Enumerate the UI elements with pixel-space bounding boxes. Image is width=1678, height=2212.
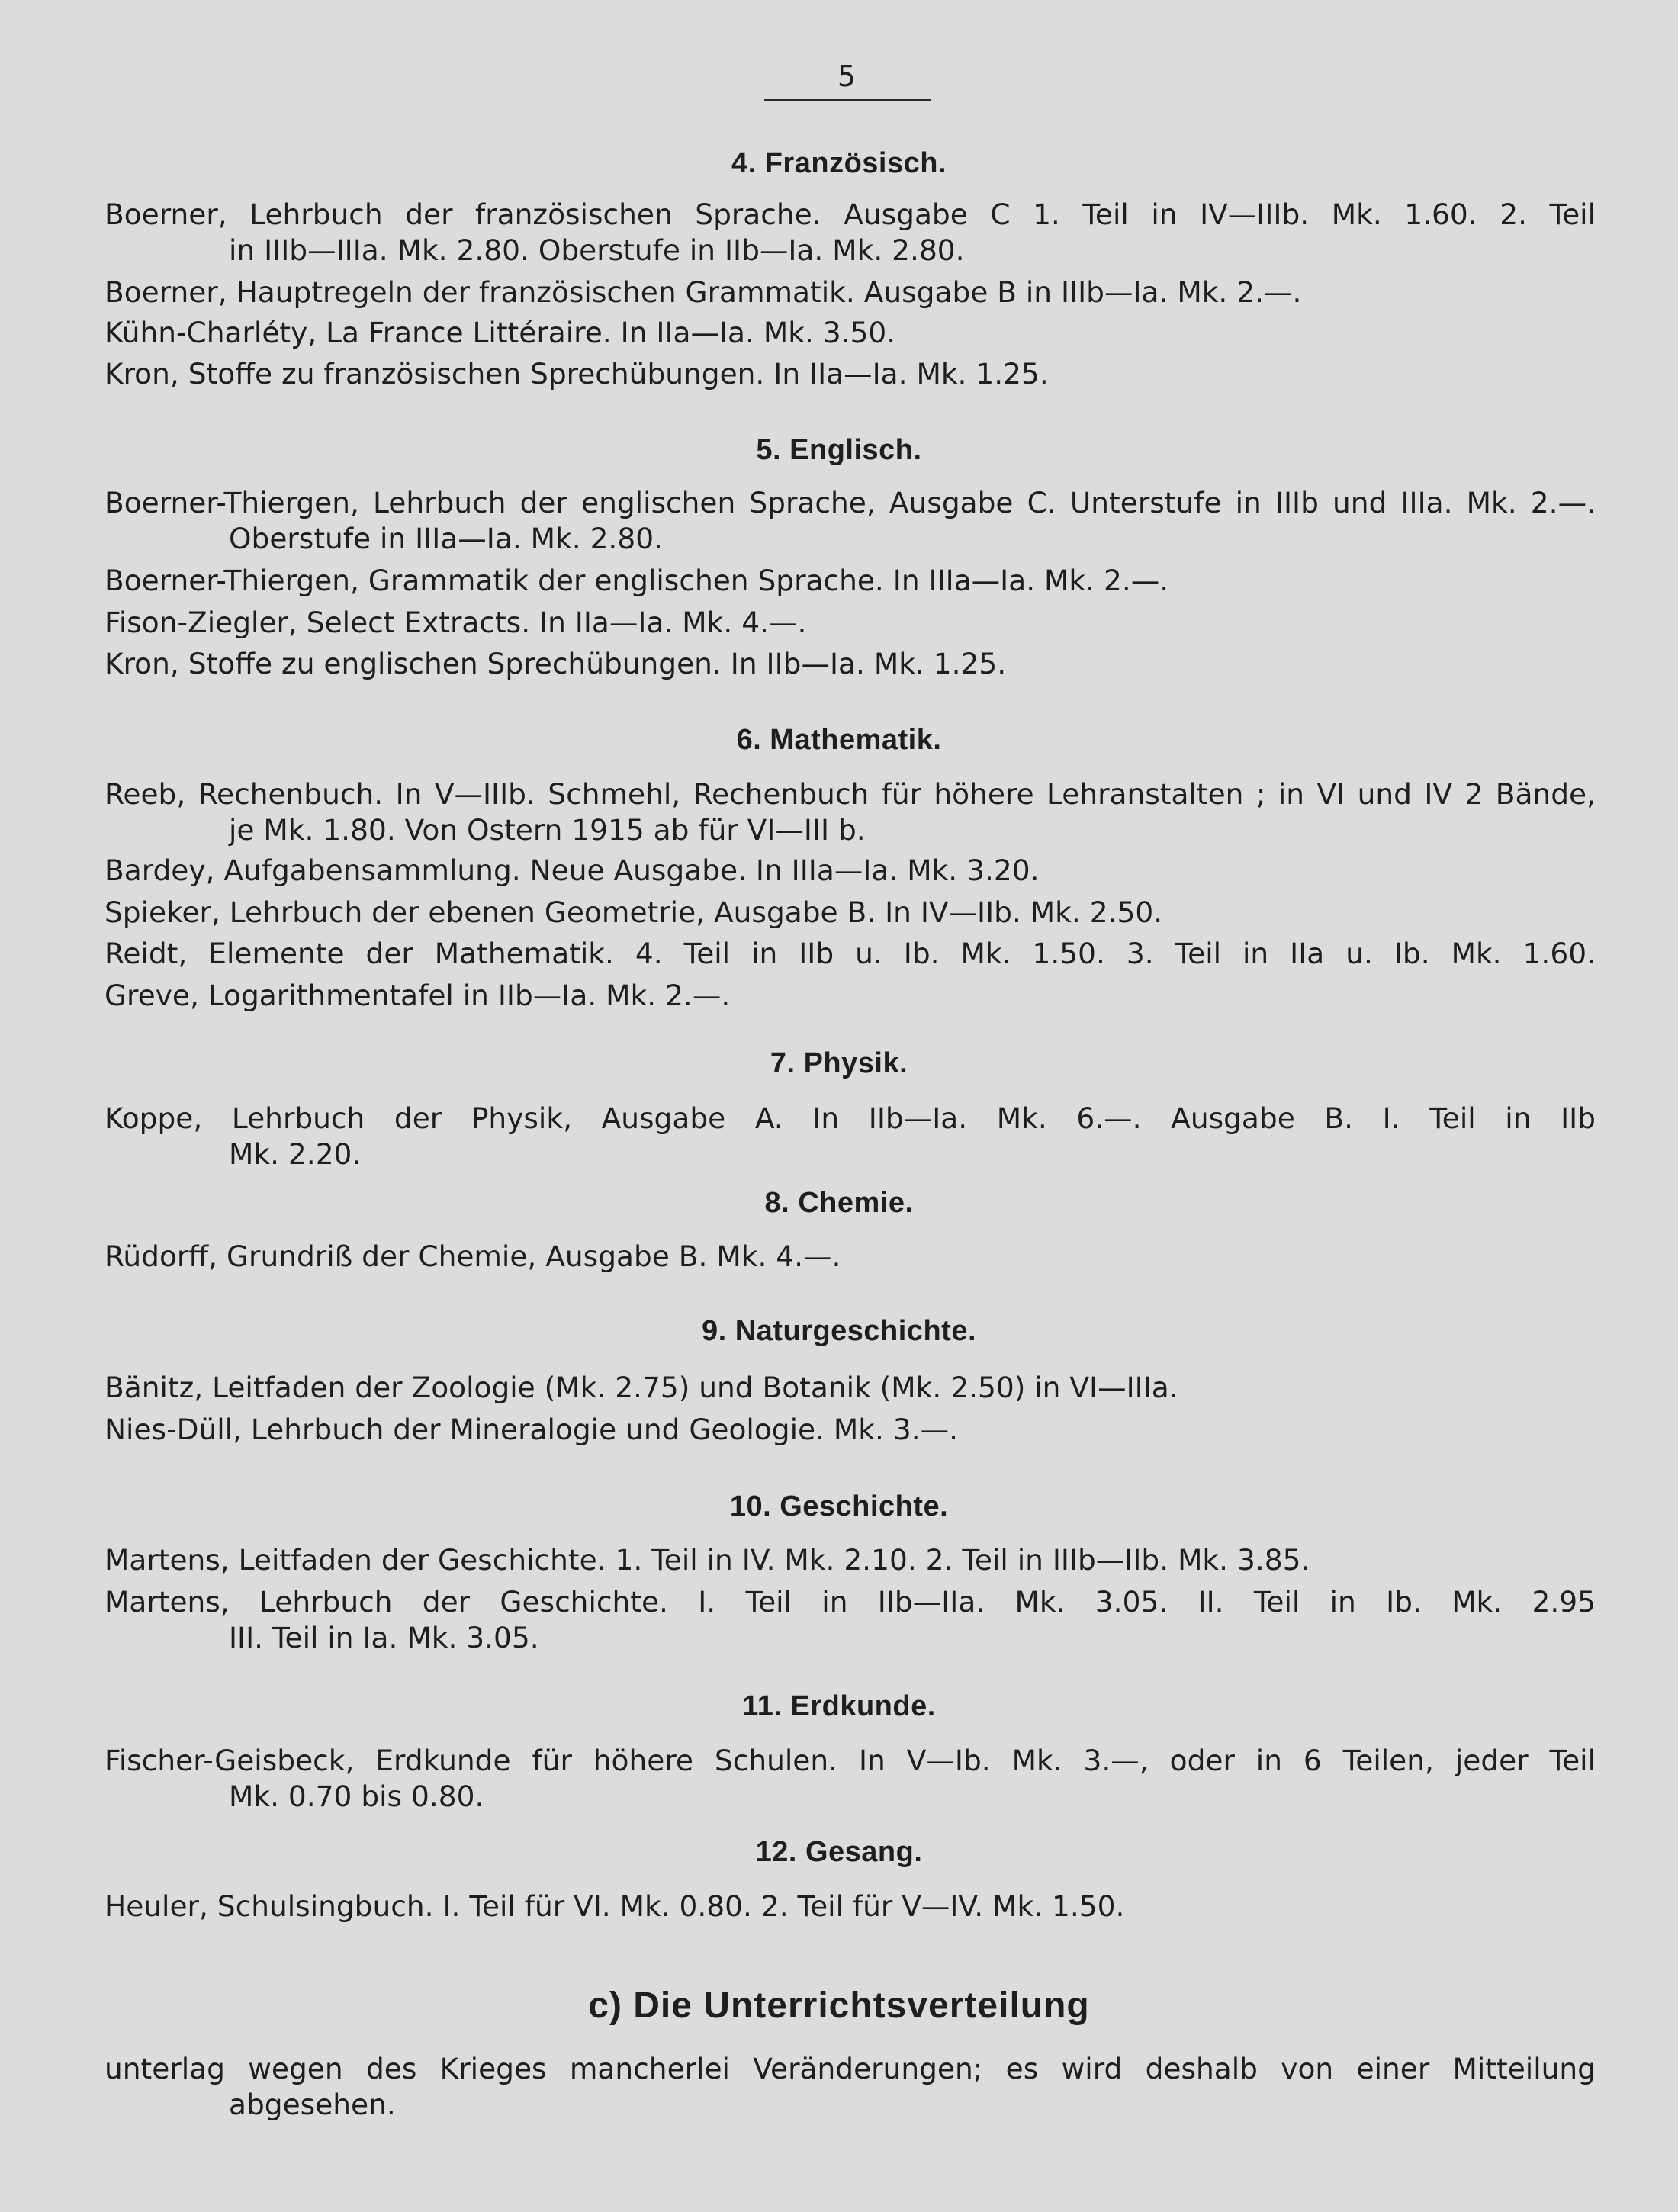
book-entry: Spieker, Lehrbuch der ebenen Geometrie, Ausgabe B. In IV—IIb. Mk. 2.50. <box>104 895 1163 929</box>
section-heading-chemie: 8. Chemie. <box>764 1187 914 1219</box>
book-entry: Rüdorff, Grundriß der Chemie, Ausgabe B. Mk. 4.—. <box>104 1239 841 1273</box>
page-number-rule <box>764 99 931 101</box>
section-heading-geschichte: 10. Geschichte. <box>729 1490 949 1522</box>
book-entry: Boerner-Thiergen, Lehrbuch der englischen Sprache, Ausgabe C. Unterstufe in IIIb und IIIa. Mk. 2.—. Oberstufe in IIIa—Ia. Mk. 2.80. <box>104 486 1596 555</box>
book-entry: Boerner, Lehrbuch der französischen Sprache. Ausgabe C 1. Teil in IV—IIIb. Mk. 1.60. 2. Teil in IIIb—IIIa. Mk. 2.80. Oberstufe in IIb—Ia. Mk. 2.80. <box>104 198 1596 267</box>
book-entry: Bardey, Aufgabensammlung. Neue Ausgabe. In IIIa—Ia. Mk. 3.20. <box>104 854 1040 887</box>
section-heading-gesang: 12. Gesang. <box>755 1836 923 1868</box>
section-heading-mathematik: 6. Mathematik. <box>736 724 942 756</box>
book-entry: Kron, Stoffe zu französischen Sprechübungen. In IIa—Ia. Mk. 1.25. <box>104 357 1049 391</box>
book-entry: Koppe, Lehrbuch der Physik, Ausgabe A. In IIb—Ia. Mk. 6.—. Ausgabe B. I. Teil in IIb Mk. 2.20. <box>104 1101 1596 1171</box>
book-entry: Boerner, Hauptregeln der französischen Grammatik. Ausgabe B in IIIb—Ia. Mk. 2.—. <box>104 275 1302 309</box>
section-heading-naturgeschichte: 9. Naturgeschichte. <box>701 1315 977 1347</box>
section-heading-physik: 7. Physik. <box>770 1047 908 1079</box>
book-entry: Greve, Logarithmentafel in IIb—Ia. Mk. 2.—. <box>104 979 731 1012</box>
final-paragraph: unterlag wegen des Krieges mancherlei Veränderungen; es wird deshalb von einer Mitteilung abgesehen. <box>104 2052 1596 2121</box>
section-heading-franzoesisch: 4. Französisch. <box>731 147 947 179</box>
book-entry: Fischer-Geisbeck, Erdkunde für höhere Schulen. In V—Ib. Mk. 3.—, oder in 6 Teilen, jeder Teil Mk. 0.70 bis 0.80. <box>104 1744 1596 1813</box>
book-entry: Reidt, Elemente der Mathematik. 4. Teil in IIb u. Ib. Mk. 1.50. 3. Teil in IIa u. Ib. Mk. 1.60. <box>104 937 1596 970</box>
book-entry: Martens, Leitfaden der Geschichte. 1. Teil in IV. Mk. 2.10. 2. Teil in IIIb—IIb. Mk. 3.85. <box>104 1543 1310 1577</box>
book-entry: Fison-Ziegler, Select Extracts. In IIa—Ia. Mk. 4.—. <box>104 606 807 639</box>
book-entry: Boerner-Thiergen, Grammatik der englischen Sprache. In IIIa—Ia. Mk. 2.—. <box>104 564 1169 597</box>
page-number: 5 <box>837 59 857 93</box>
book-entry: Reeb, Rechenbuch. In V—IIIb. Schmehl, Rechenbuch für höhere Lehranstalten ; in VI und IV 2 Bände, je Mk. 1.80. Von Ostern 1915 ab für VI—III b. <box>104 777 1596 847</box>
book-entry: Kühn-Charléty, La France Littéraire. In IIa—Ia. Mk. 3.50. <box>104 316 896 349</box>
final-section-heading: c) Die Unterrichtsverteilung <box>588 1985 1090 2026</box>
book-entry: Kron, Stoffe zu englischen Sprechübungen. In IIb—Ia. Mk. 1.25. <box>104 647 1007 680</box>
book-entry: Heuler, Schulsingbuch. I. Teil für VI. Mk. 0.80. 2. Teil für V—IV. Mk. 1.50. <box>104 1889 1125 1923</box>
section-heading-erdkunde: 11. Erdkunde. <box>742 1690 936 1722</box>
book-entry: Martens, Lehrbuch der Geschichte. I. Teil in IIb—IIa. Mk. 3.05. II. Teil in Ib. Mk. 2.95 III. Teil in Ia. Mk. 3.05. <box>104 1585 1596 1654</box>
book-entry: Bänitz, Leitfaden der Zoologie (Mk. 2.75) und Botanik (Mk. 2.50) in VI—IIIa. <box>104 1371 1178 1404</box>
book-entry: Nies-Düll, Lehrbuch der Mineralogie und Geologie. Mk. 3.—. <box>104 1413 959 1446</box>
section-heading-englisch: 5. Englisch. <box>756 434 922 466</box>
